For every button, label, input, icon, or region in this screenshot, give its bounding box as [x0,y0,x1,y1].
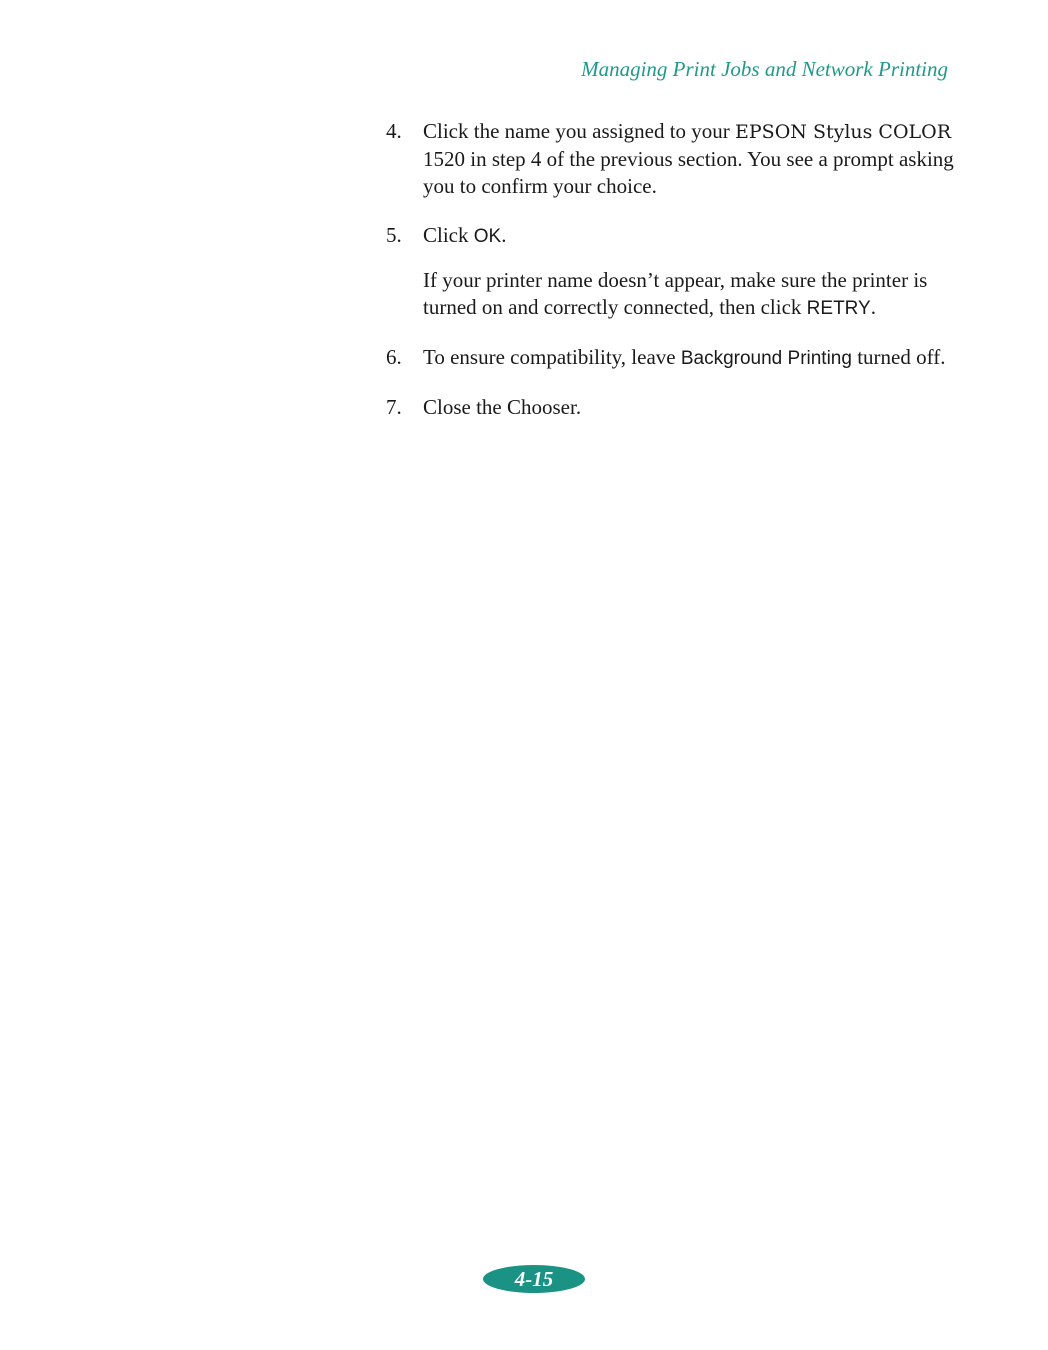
step-text: turned off. [851,345,946,369]
step-7 [386,394,956,421]
step-4 [386,118,956,200]
step-text: Close the Chooser. [423,395,582,419]
step-number: 7. [386,395,402,419]
step-5 [386,222,956,250]
background-printing-reference: Background Printing [680,348,852,369]
page-number-badge [483,1265,585,1293]
running-header-title: Managing Print Jobs and Network Printing [581,57,948,81]
step-text: Click [423,223,474,247]
step-text: . [501,223,507,247]
step-5-note [386,267,956,322]
step-text: To ensure compatibility, leave [423,345,681,369]
step-number: 4. [386,119,402,143]
step-number: 5. [386,223,402,247]
ok-button-reference: OK [473,226,502,247]
step-text: 1520 in step 4 of the previous section. You see a prompt asking you to confirm your choice. [423,147,954,198]
retry-button-reference: RETRY [806,298,871,319]
note-text: . [870,295,876,319]
printer-name-reference: EPSON Stylus COLOR [735,121,952,143]
step-number: 6. [386,345,402,369]
note-text: If your printer name doesn’t appear, make sure the printer is turned on and correctly connected, then click [423,268,928,319]
step-6 [386,344,956,372]
instruction-steps [386,118,956,443]
page-number: 4-15 [514,1266,554,1291]
step-text: Click the name you assigned to your [423,119,736,143]
